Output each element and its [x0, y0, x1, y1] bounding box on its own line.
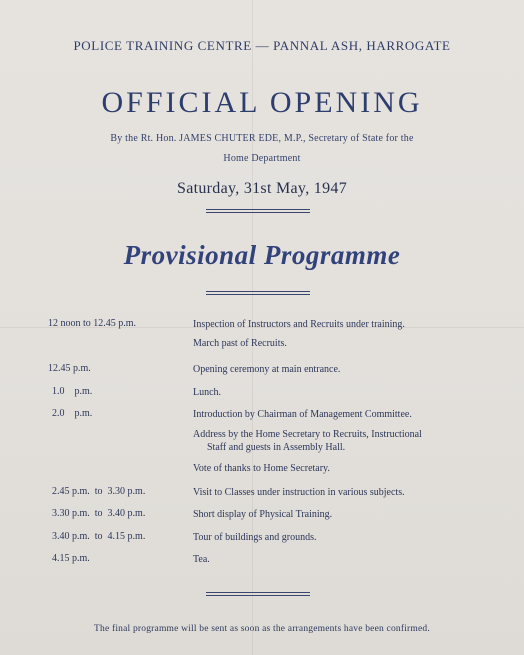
- schedule-event: Short display of Physical Training.: [193, 509, 333, 520]
- divider-rule-bottom: [206, 592, 310, 598]
- event-date: Saturday, 31st May, 1947: [177, 180, 347, 197]
- schedule-time: 12.45 p.m.: [48, 363, 91, 374]
- divider-rule-programme: [206, 291, 310, 297]
- schedule-time: 2.45 p.m. to 3.30 p.m.: [52, 486, 146, 497]
- schedule-time: 1.0 p.m.: [52, 386, 93, 397]
- schedule-event: Tea.: [193, 554, 210, 565]
- schedule-event: Opening ceremony at main entrance.: [193, 364, 341, 375]
- schedule-event: Introduction by Chairman of Management Committee.: [193, 409, 412, 420]
- schedule-event: Address by the Home Secretary to Recruits, Instructional: [193, 429, 422, 440]
- by-line-2: Home Department: [223, 153, 301, 164]
- page-title: OFFICIAL OPENING: [101, 86, 423, 119]
- programme-title: Provisional Programme: [123, 240, 401, 270]
- footer-note: The final programme will be sent as soon as the arrangements have been confirmed.: [94, 624, 430, 634]
- divider-rule-top: [206, 209, 310, 215]
- schedule-event: Visit to Classes under instruction in various subjects.: [193, 487, 405, 498]
- schedule-event: Vote of thanks to Home Secretary.: [193, 463, 330, 474]
- schedule-time: 2.0 p.m.: [52, 408, 93, 419]
- schedule-time: 12 noon to 12.45 p.m.: [48, 318, 137, 329]
- schedule-time: 3.30 p.m. to 3.40 p.m.: [52, 508, 146, 519]
- by-line: [0, 129, 524, 169]
- schedule-event: Lunch.: [193, 387, 222, 398]
- by-line-1: By the Rt. Hon. JAMES CHUTER EDE, M.P., Secretary of State for the: [110, 133, 414, 144]
- header-line: POLICE TRAINING CENTRE — PANNAL ASH, HARROGATE: [73, 38, 451, 53]
- schedule-event: Inspection of Instructors and Recruits under training.: [193, 319, 405, 330]
- schedule-time: 3.40 p.m. to 4.15 p.m.: [52, 531, 146, 542]
- schedule-event: March past of Recruits.: [193, 338, 287, 349]
- schedule-event: Staff and guests in Assembly Hall.: [207, 442, 346, 453]
- schedule-event: Tour of buildings and grounds.: [193, 532, 317, 543]
- schedule-time: 4.15 p.m.: [52, 553, 90, 564]
